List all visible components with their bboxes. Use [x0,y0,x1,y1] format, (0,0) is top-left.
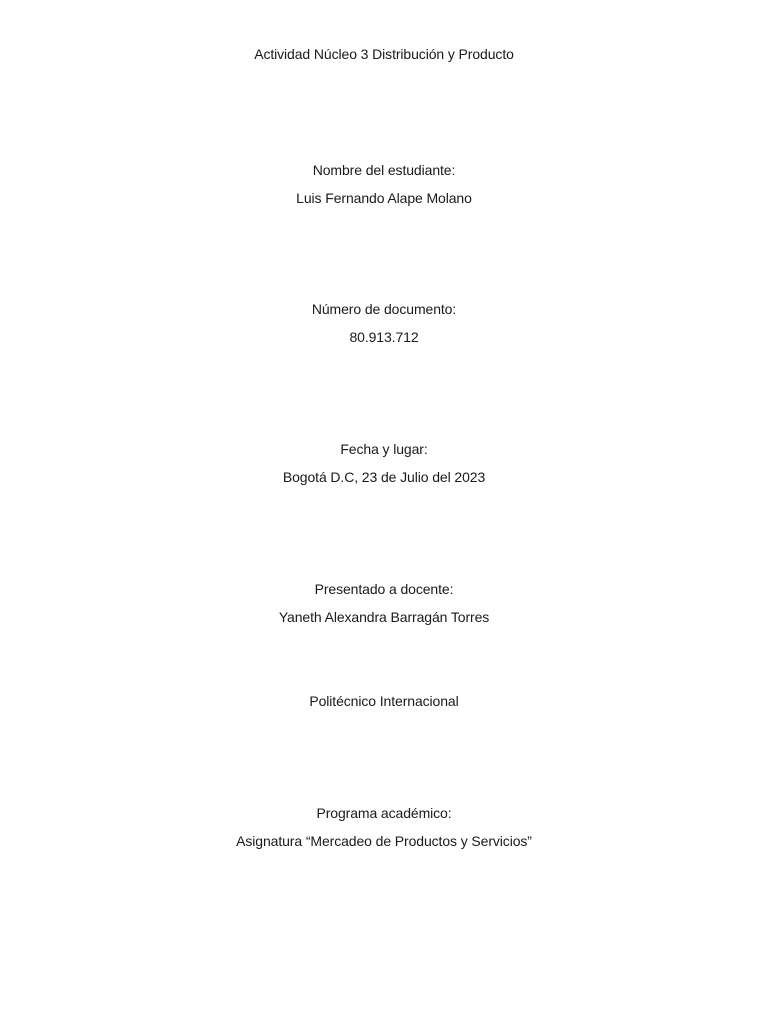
date-place-label: Fecha y lugar: [340,441,428,457]
date-place-value: Bogotá D.C, 23 de Julio del 2023 [282,469,486,485]
document-number-value: 80.913.712 [349,329,419,345]
program-value: Asignatura “Mercadeo de Productos y Servicios” [236,833,532,849]
teacher-value: Yaneth Alexandra Barragán Torres [278,609,490,625]
document-number-label: Número de documento: [311,301,457,317]
institution-name: Politécnico Internacional [309,693,459,709]
document-title: Actividad Núcleo 3 Distribución y Producto [254,46,514,62]
student-name-label: Nombre del estudiante: [312,162,456,178]
teacher-label: Presentado a docente: [314,581,454,597]
student-name-value: Luis Fernando Alape Molano [296,190,472,206]
program-label: Programa académico: [316,805,452,821]
